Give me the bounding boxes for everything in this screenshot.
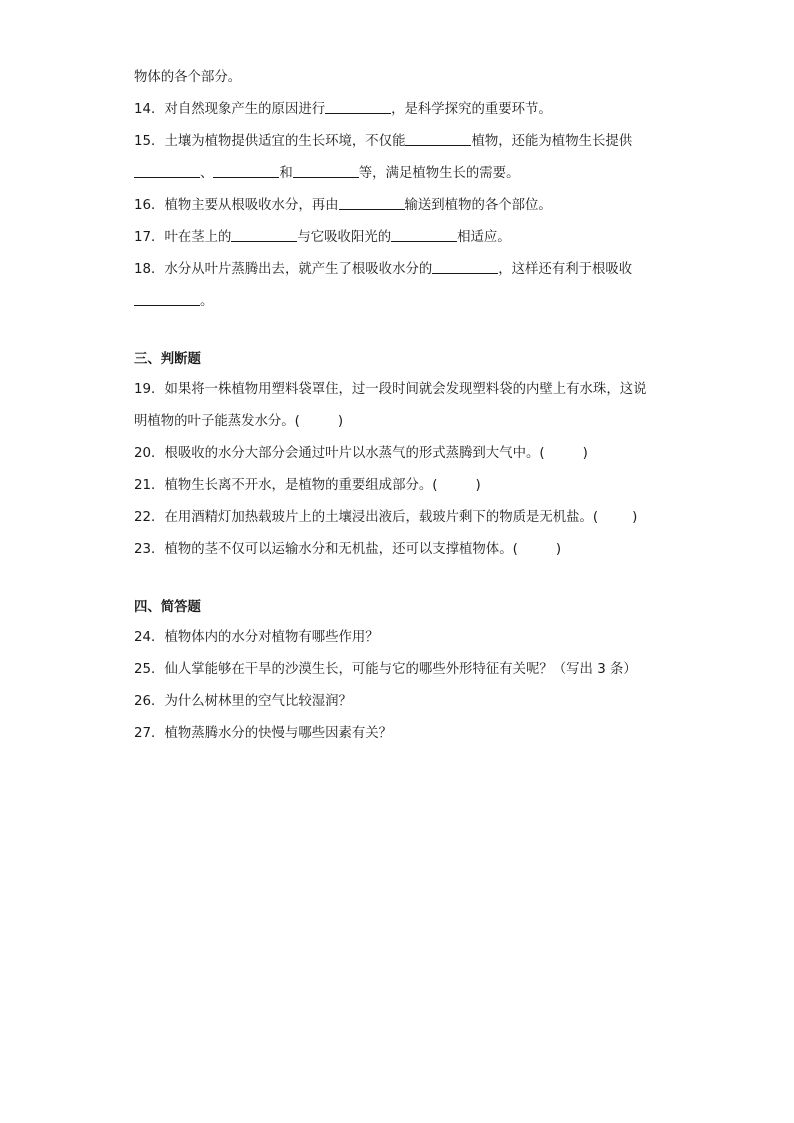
section-title-short: 四、简答题 (134, 600, 201, 615)
question-text: 与它吸收阳光的 (297, 230, 392, 245)
question-number: 16． (134, 198, 165, 213)
question-16 (134, 190, 674, 222)
paren-close: ) (337, 414, 344, 429)
worksheet-content (134, 62, 674, 750)
question-number: 22． (134, 510, 165, 525)
question-text: 植物蒸腾水分的快慢与哪些因素有关？ (164, 726, 393, 741)
question-17 (134, 222, 674, 254)
question-text: ，是科学探究的重要环节。 (391, 102, 552, 117)
paren-close: ) (475, 478, 481, 493)
question-text: 叶在茎上的 (164, 230, 232, 245)
paren-close: ) (555, 542, 562, 557)
question-number: 23． (134, 542, 165, 557)
question-19-continued (134, 406, 674, 438)
answer-blank[interactable] (405, 132, 471, 146)
question-number: 17． (134, 230, 165, 245)
question-text: 植物的茎不仅可以运输水分和无机盐，还可以支撑植物体。( (164, 542, 518, 557)
question-text: 根吸收的水分大部分会通过叶片以水蒸气的形式蒸腾到大气中。( (164, 446, 545, 461)
question-27 (134, 718, 674, 750)
question-text: 为什么树林里的空气比较湿润？ (164, 694, 352, 709)
question-number: 24． (134, 630, 165, 645)
question-number: 14． (134, 102, 165, 117)
answer-blank[interactable] (391, 228, 457, 242)
question-text: 等，满足植物生长的需要。 (358, 166, 520, 181)
question-number: 19． (134, 382, 165, 397)
question-text: 如果将一株植物用塑料袋罩住，过一段时间就会发现塑料袋的内壁上有水珠，这说 (164, 382, 647, 397)
question-number: 26． (134, 694, 165, 709)
question-text: 在用酒精灯加热载玻片上的土壤浸出液后，载玻片剩下的物质是无机盐。( (164, 510, 599, 525)
question-text: 土壤为植物提供适宜的生长环境，不仅能 (164, 134, 406, 149)
question-number: 21． (134, 478, 165, 493)
question-text: 对自然现象产生的原因进行 (164, 102, 326, 117)
question-number: 25． (134, 662, 165, 677)
paren-close: ) (582, 446, 588, 461)
question-number: 15． (134, 134, 165, 149)
section-title-judge: 三、判断题 (134, 352, 201, 367)
question-26 (134, 686, 674, 718)
question-25 (134, 654, 674, 686)
question-18-continued (134, 286, 674, 318)
question-14 (134, 94, 674, 126)
question-number: 20． (134, 446, 165, 461)
question-21 (134, 470, 674, 502)
question-22 (134, 502, 674, 534)
question-15-continued (134, 158, 674, 190)
question-text: 植物体内的水分对植物有哪些作用？ (164, 630, 379, 645)
question-text: 仙人掌能够在干旱的沙漠生长，可能与它的哪些外形特征有关呢？（写出 3 条） (164, 662, 637, 677)
answer-blank[interactable] (231, 228, 297, 242)
answer-blank[interactable] (339, 196, 405, 210)
paren-close: ) (632, 510, 638, 525)
answer-blank[interactable] (325, 100, 391, 114)
question-number: 18． (134, 262, 165, 277)
question-text: 、 (200, 166, 214, 181)
question-text: 相适应。 (457, 230, 511, 245)
answer-blank[interactable] (293, 164, 359, 178)
question-15 (134, 126, 674, 158)
answer-blank[interactable] (432, 260, 498, 274)
question-24 (134, 622, 674, 654)
question-text: 水分从叶片蒸腾出去，就产生了根吸收水分的 (164, 262, 433, 277)
answer-blank[interactable] (134, 164, 200, 178)
question-text: 明植物的叶子能蒸发水分。( (134, 414, 300, 429)
question-23 (134, 534, 674, 566)
question-text: 输送到植物的各个部位。 (404, 198, 552, 213)
question-19 (134, 374, 674, 406)
question-text: 。 (200, 294, 214, 309)
answer-blank[interactable] (213, 164, 279, 178)
question-text: ，这样还有利于根吸收 (498, 262, 633, 277)
question-text: 和 (279, 166, 293, 181)
continuation-text: 物体的各个部分。 (134, 70, 242, 85)
question-20 (134, 438, 674, 470)
question-number: 27． (134, 726, 165, 741)
question-18 (134, 254, 674, 286)
continuation-line (134, 62, 674, 94)
question-text: 植物，还能为植物生长提供 (471, 134, 633, 149)
answer-blank[interactable] (134, 292, 200, 306)
question-text: 植物主要从根吸收水分，再由 (164, 198, 339, 213)
question-text: 植物生长离不开水，是植物的重要组成部分。( (164, 478, 438, 493)
